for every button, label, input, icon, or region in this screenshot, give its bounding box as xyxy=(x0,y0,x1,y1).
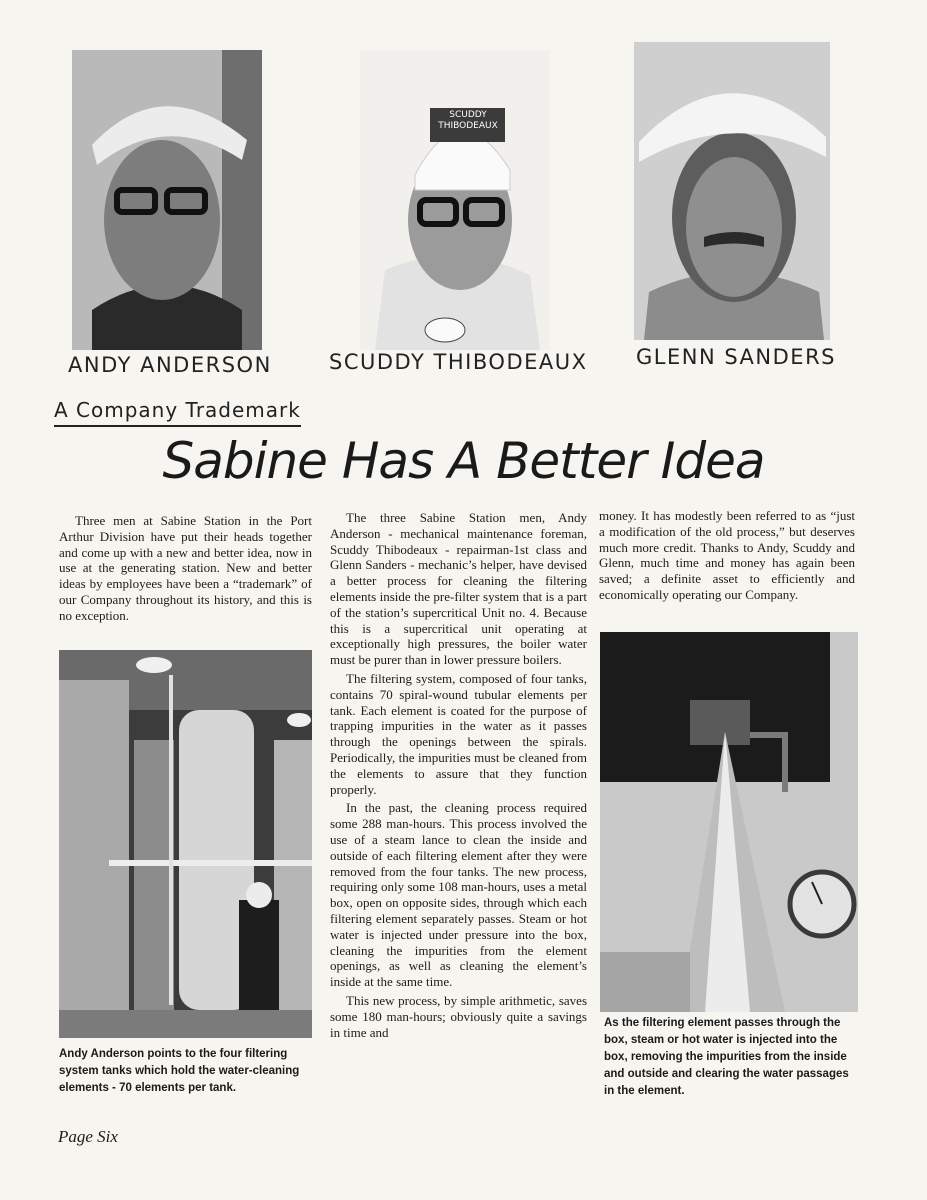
portrait-glenn-sanders xyxy=(634,42,830,340)
portrait-name-glenn: GLENN SANDERS xyxy=(636,345,836,369)
column-2-paragraph: In the past, the cleaning process required some 288 man-hours. This process involved the use of a steam lance to clean the inside and outside of each filtering element after they were removed from the four tanks. The new process, requiring only some 108 man-hours, uses a metal box, open on opposite sides, through which each filtering element separately passes. Steam or hot water is injected under pressure into the box, cleaning the impurities from the element openings, as well as cleaning the element’s inside at the same time. xyxy=(330,800,587,990)
column-3-paragraph: money. It has modestly been referred to as “just a modification of the old process,” but deserves much more credit. Thanks to Andy, Scuddy and Glenn, much time and money has again been saved; a definite asset to efficiently and economically operating our Company. xyxy=(599,508,855,602)
portrait-scuddy-thibodeaux xyxy=(360,50,550,350)
column-2-paragraph: The filtering system, composed of four tanks, contains 70 spiral-wound tubular elements per tank. Each element is coated for the purpose of trapping impurities in the water as it passes through the openings between the spirals. Periodically, the impurities must be cleaned from the elements to assure that they function properly. xyxy=(330,670,587,797)
column-1 xyxy=(59,513,312,624)
portrait-name-scuddy: SCUDDY THIBODEAUX xyxy=(329,350,588,374)
column-1-paragraph: Three men at Sabine Station in the Port Arthur Division have put their heads together and come up with a new and better idea, now in use at the generating station. New and better ideas by employees have been a “trademark” of our Company throughout its history, and this is no exception. xyxy=(59,513,312,623)
caption-filter-element: As the filtering element passes through the box, steam or hot water is injected into the box, removing the impurities from the inside and outside and clearing the water passages in the element. xyxy=(604,1017,849,1097)
portrait-name-andy: ANDY ANDERSON xyxy=(68,353,272,377)
column-3 xyxy=(599,508,855,603)
article-kicker: A Company Trademark xyxy=(54,398,301,427)
caption-filter-tanks: Andy Anderson points to the four filtering system tanks which hold the water-cleaning elements - 70 elements per tank. xyxy=(59,1048,300,1094)
article-headline: Sabine Has A Better Idea xyxy=(162,432,765,490)
portrait-andy-anderson xyxy=(72,50,262,350)
column-2 xyxy=(330,510,587,1040)
photo-filter-tanks xyxy=(59,650,312,1038)
column-2-paragraph: The three Sabine Station men, Andy Anderson - mechanical maintenance foreman, Scuddy Thibodeaux - repairman-1st class and Glenn Sanders - mechanic’s helper, have devised a better process for cleaning the filtering elements inside the pre-filter system that is a part of the station’s supercritical Unit no. 4. Because this is a supercritical unit operating at exceptionally high pressures, the boiler water must be purer than in lower pressure boilers. xyxy=(330,510,587,668)
page-number: Page Six xyxy=(58,1127,118,1146)
photo-filter-element xyxy=(600,632,858,1012)
column-2-paragraph: This new process, by simple arithmetic, saves some 180 man-hours; obviously quite a savings in time and xyxy=(330,992,587,1040)
helmet-text: SCUDDY THIBODEAUX xyxy=(438,110,498,131)
